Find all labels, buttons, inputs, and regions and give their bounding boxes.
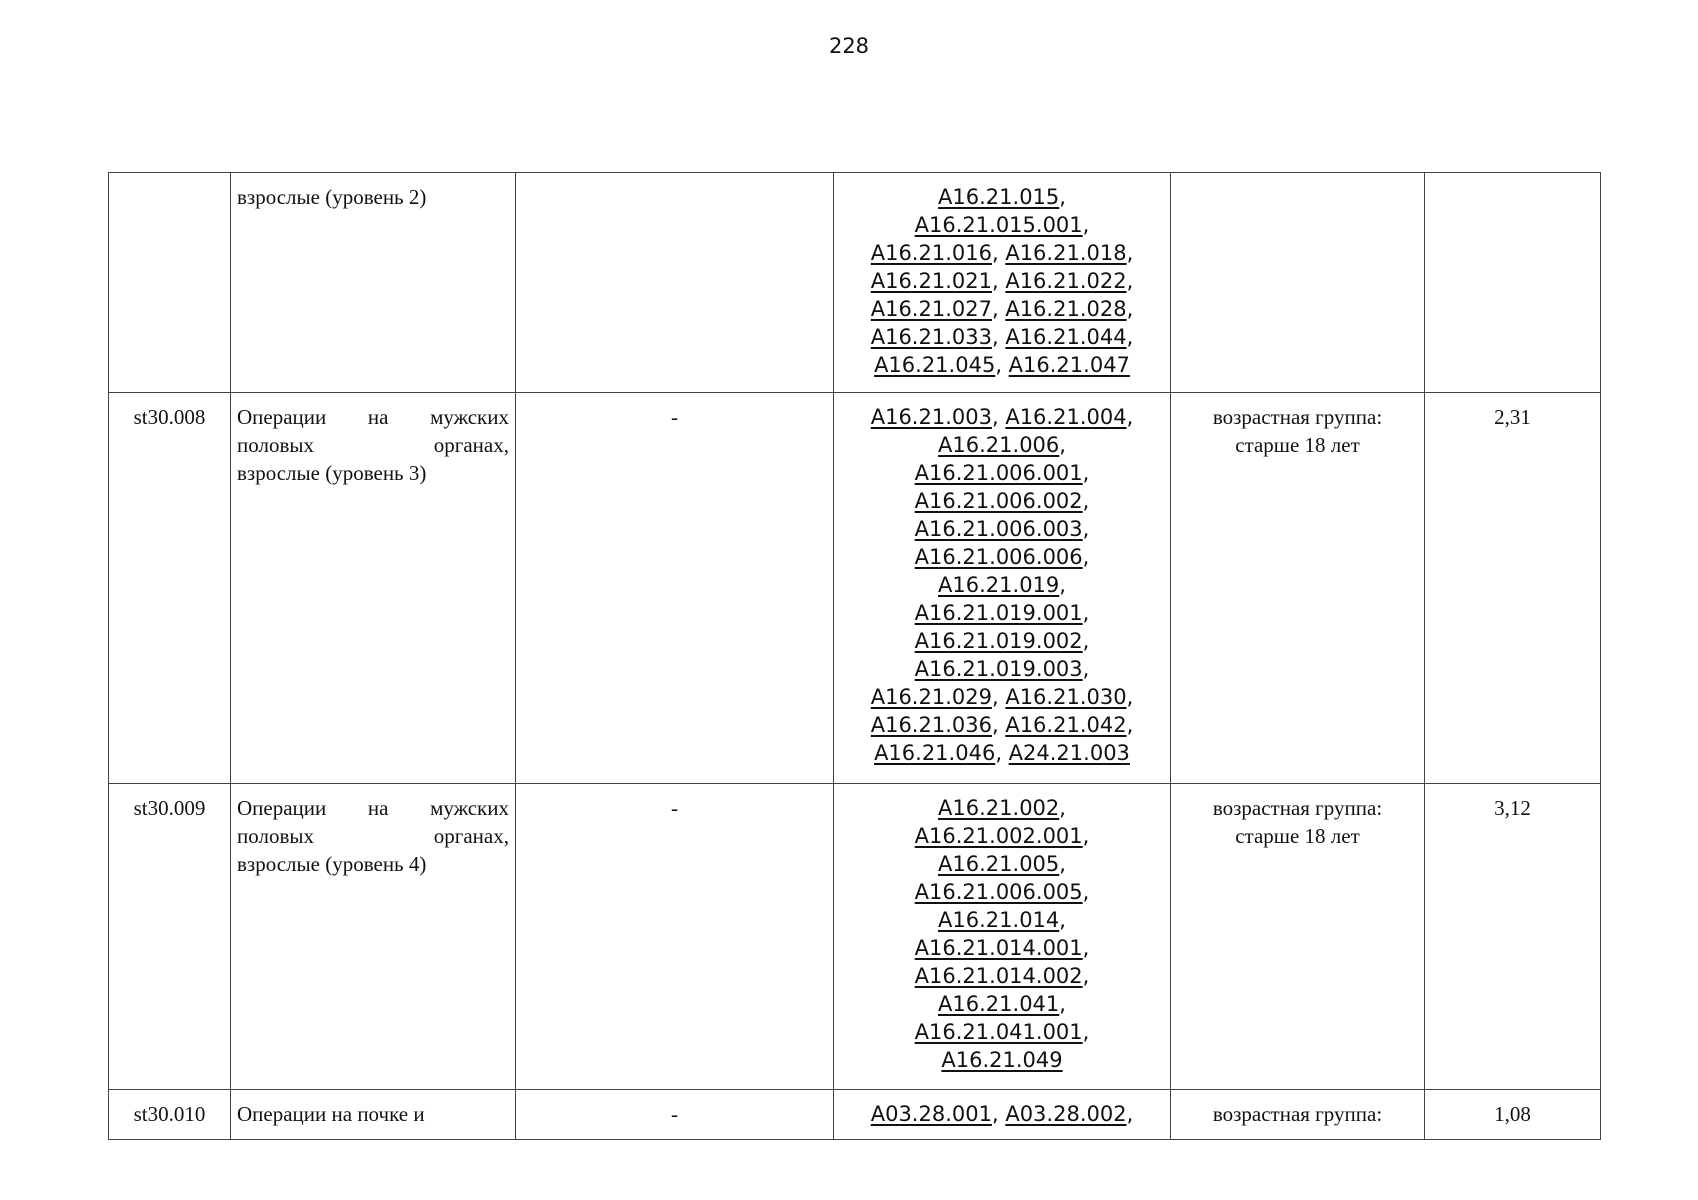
service-code-line: A16.21.014.001, — [914, 936, 1090, 960]
extra-criteria-line: возрастная группа: — [1212, 1102, 1383, 1126]
service-code-line: A16.21.019.003, — [914, 657, 1090, 681]
name-line: половых органах, — [237, 824, 509, 848]
service-code-line: A16.21.019, — [938, 573, 1066, 597]
service-code-link[interactable]: A16.21.006.001 — [914, 461, 1083, 485]
service-code-link[interactable]: A16.21.004 — [1005, 405, 1127, 429]
service-code-line: A16.21.036, A16.21.042, — [870, 713, 1134, 737]
cell-name — [231, 173, 516, 393]
cell-service-codes — [834, 393, 1171, 784]
service-code-link[interactable]: A16.21.015 — [938, 185, 1060, 209]
service-code-link[interactable]: A16.21.015.001 — [914, 213, 1083, 237]
service-code-line: A16.21.014.002, — [914, 964, 1090, 988]
cell-coefficient: 3,12 — [1425, 784, 1601, 1090]
cell-mkb — [516, 173, 834, 393]
service-code-link[interactable]: A24.21.003 — [1008, 741, 1130, 765]
service-code-link[interactable]: A16.21.006.005 — [914, 880, 1083, 904]
service-code-link[interactable]: A16.21.047 — [1008, 353, 1130, 377]
service-code-link[interactable]: A03.28.002 — [1005, 1102, 1127, 1126]
service-code-line: A16.21.006.001, — [914, 461, 1090, 485]
name-line: взрослые (уровень 4) — [237, 852, 427, 876]
cell-service-codes — [834, 173, 1171, 393]
cell-coefficient: 2,31 — [1425, 393, 1601, 784]
service-code-link[interactable]: A16.21.019.001 — [914, 601, 1083, 625]
service-code-line: A16.21.014, — [938, 908, 1066, 932]
cell-name — [231, 784, 516, 1090]
service-code-link[interactable]: A16.21.006.003 — [914, 517, 1083, 541]
table-row — [109, 173, 1601, 393]
name-line: половых органах, — [237, 433, 509, 457]
extra-criteria-line: старше 18 лет — [1235, 824, 1360, 848]
service-code-link[interactable]: A16.21.002.001 — [914, 824, 1083, 848]
cell-extra-criteria — [1171, 393, 1425, 784]
service-code-line: A03.28.001, A03.28.002, — [870, 1102, 1134, 1126]
service-code-link[interactable]: A16.21.018 — [1005, 241, 1127, 265]
cell-service-codes — [834, 784, 1171, 1090]
cell-coefficient — [1425, 173, 1601, 393]
service-code-line: A16.21.006.003, — [914, 517, 1090, 541]
cell-mkb: - — [516, 784, 834, 1090]
service-code-line: A16.21.019.001, — [914, 601, 1090, 625]
service-code-link[interactable]: A16.21.014 — [938, 908, 1060, 932]
service-code-line: A16.21.002.001, — [914, 824, 1090, 848]
service-code-line: A16.21.006.005, — [914, 880, 1090, 904]
service-code-link[interactable]: A16.21.014.001 — [914, 936, 1083, 960]
extra-criteria-line: возрастная группа: — [1212, 405, 1383, 429]
service-code-link[interactable]: A16.21.019.003 — [914, 657, 1083, 681]
cell-service-codes — [834, 1090, 1171, 1140]
service-code-link[interactable]: A16.21.041.001 — [914, 1020, 1083, 1044]
service-code-line: A16.21.015, — [938, 185, 1066, 209]
service-code-link[interactable]: A16.21.006.002 — [914, 489, 1083, 513]
service-code-link[interactable]: A16.21.042 — [1005, 713, 1127, 737]
service-code-link[interactable]: A16.21.027 — [870, 297, 992, 321]
service-code-line: A16.21.006, — [938, 433, 1066, 457]
service-code-link[interactable]: A16.21.005 — [938, 852, 1060, 876]
service-code-line: A16.21.005, — [938, 852, 1066, 876]
service-code-line: A16.21.016, A16.21.018, — [870, 241, 1134, 265]
service-code-link[interactable]: A03.28.001 — [870, 1102, 992, 1126]
service-code-line — [840, 1046, 1164, 1074]
service-code-link[interactable]: A16.21.036 — [870, 713, 992, 737]
cell-code: st30.009 — [109, 784, 231, 1090]
service-code-line: A16.21.046, A24.21.003 — [874, 741, 1130, 765]
service-code-link[interactable]: A16.21.006.006 — [914, 545, 1083, 569]
table-row — [109, 393, 1601, 784]
service-code-line: A16.21.029, A16.21.030, — [870, 685, 1134, 709]
service-code-link[interactable]: A16.21.046 — [874, 741, 996, 765]
service-code-link[interactable]: A16.21.044 — [1005, 325, 1127, 349]
cell-coefficient: 1,08 — [1425, 1090, 1601, 1140]
name-line: Операции на мужских — [237, 405, 509, 429]
service-code-link[interactable]: A16.21.030 — [1005, 685, 1127, 709]
service-code-link[interactable]: A16.21.019.002 — [914, 629, 1083, 653]
service-code-link[interactable]: A16.21.002 — [938, 796, 1060, 820]
service-code-line: A16.21.027, A16.21.028, — [870, 297, 1134, 321]
service-code-link[interactable]: A16.21.029 — [870, 685, 992, 709]
cell-mkb: - — [516, 1090, 834, 1140]
extra-criteria-line: старше 18 лет — [1235, 433, 1360, 457]
name-line: Операции на мужских — [237, 796, 509, 820]
service-code-link[interactable]: A16.21.006 — [938, 433, 1060, 457]
service-code-line: A16.21.041, — [938, 992, 1066, 1016]
service-code-link[interactable]: A16.21.041 — [938, 992, 1060, 1016]
service-code-line: A16.21.006.002, — [914, 489, 1090, 513]
cell-name — [231, 1090, 516, 1140]
service-code-link[interactable]: A16.21.033 — [870, 325, 992, 349]
service-code-line: A16.21.002, — [938, 796, 1066, 820]
tariff-table — [108, 172, 1601, 1140]
cell-extra-criteria — [1171, 1090, 1425, 1140]
service-code-link[interactable]: A16.21.016 — [870, 241, 992, 265]
name-line: Операции на почке и — [237, 1102, 425, 1126]
cell-mkb: - — [516, 393, 834, 784]
cell-code — [109, 173, 231, 393]
service-code-line: A16.21.045, A16.21.047 — [874, 353, 1130, 377]
service-code-line: A16.21.006.006, — [914, 545, 1090, 569]
cell-extra-criteria — [1171, 173, 1425, 393]
table-row — [109, 1090, 1601, 1140]
service-code-link[interactable]: A16.21.003 — [870, 405, 992, 429]
cell-code: st30.008 — [109, 393, 231, 784]
service-code-link[interactable]: A16.21.028 — [1005, 297, 1127, 321]
service-code-link[interactable]: A16.21.049 — [941, 1048, 1063, 1072]
name-line: взрослые (уровень 2) — [237, 185, 427, 209]
service-code-line: A16.21.019.002, — [914, 629, 1090, 653]
service-code-link[interactable]: A16.21.021 — [870, 269, 992, 293]
page-number: 228 — [828, 34, 870, 58]
service-code-link[interactable]: A16.21.014.002 — [914, 964, 1083, 988]
service-code-line: A16.21.041.001, — [914, 1020, 1090, 1044]
cell-code: st30.010 — [109, 1090, 231, 1140]
service-code-line: A16.21.021, A16.21.022, — [870, 269, 1134, 293]
service-code-link[interactable]: A16.21.022 — [1005, 269, 1127, 293]
service-code-line: A16.21.015.001, — [914, 213, 1090, 237]
table-row — [109, 784, 1601, 1090]
service-code-link[interactable]: A16.21.019 — [938, 573, 1060, 597]
service-code-line: A16.21.003, A16.21.004, — [870, 405, 1134, 429]
service-code-line: A16.21.033, A16.21.044, — [870, 325, 1134, 349]
extra-criteria-line: возрастная группа: — [1212, 796, 1383, 820]
cell-extra-criteria — [1171, 784, 1425, 1090]
name-line: взрослые (уровень 3) — [237, 461, 427, 485]
service-code-link[interactable]: A16.21.045 — [874, 353, 996, 377]
cell-name — [231, 393, 516, 784]
